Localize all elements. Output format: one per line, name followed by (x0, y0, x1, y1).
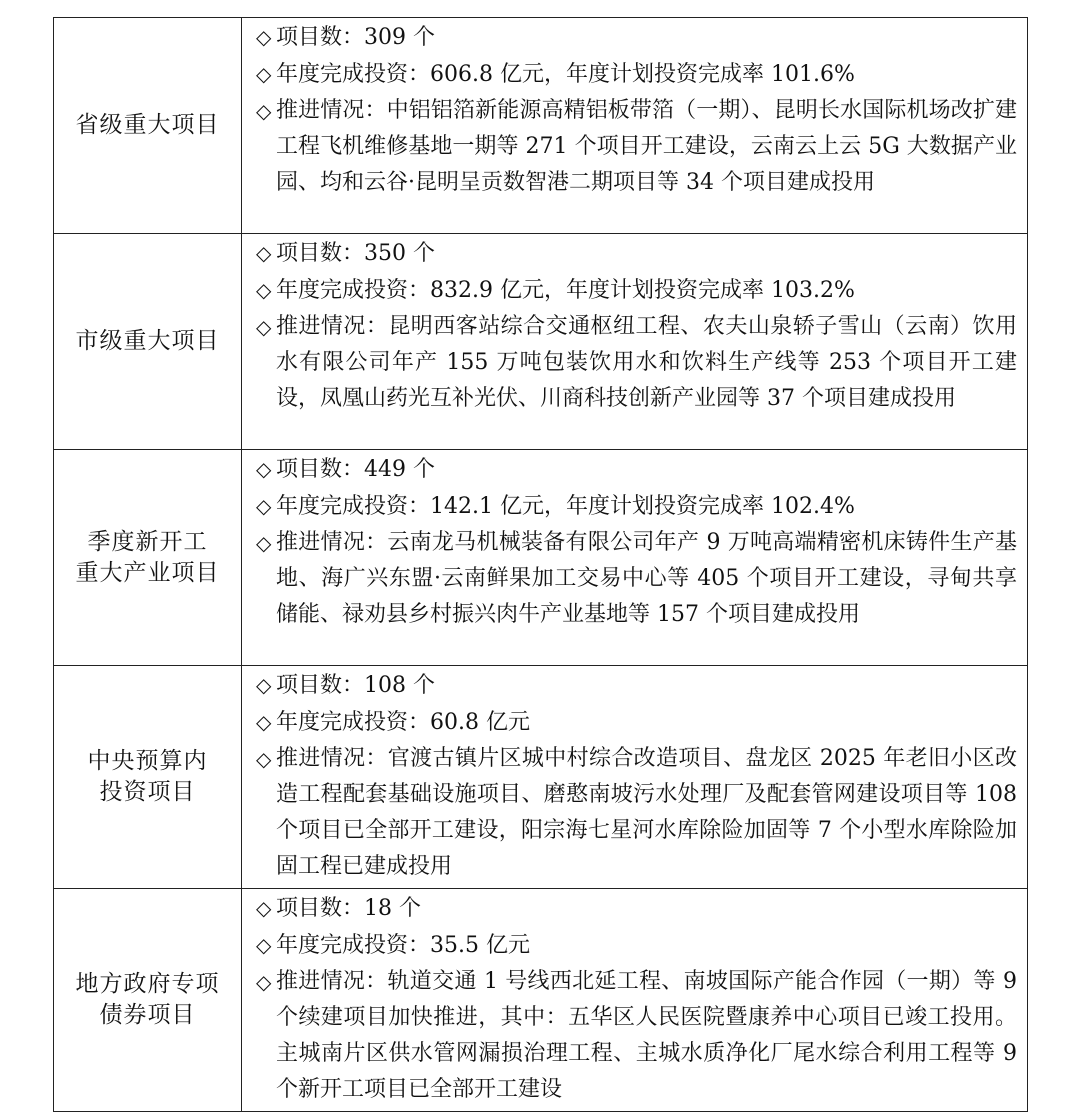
row-content-cell (242, 666, 1028, 889)
diamond-bullet-icon: ◇ (256, 970, 272, 994)
row-label-line1: 中央预算内 (87, 748, 208, 774)
diamond-bullet-icon: ◇ (256, 531, 272, 555)
progress-line: ◇ 推进情况：轨道交通 1 号线西北延工程、南坡国际产能合作园（一期）等 9 个续建项目加快推进，其中：五华区人民医院暨康养中心项目已竣工投用。主城南片区供水管网漏损治理工程、主城水质净化厂尾水综合利用工程等 9 个新开工项目已全部开工建设 (256, 964, 1017, 1108)
diamond-bullet-icon: ◇ (256, 747, 272, 771)
row-label-line2: 投资项目 (99, 779, 196, 805)
investment-line: ◇ 年度完成投资：606.8 亿元，年度计划投资完成率 101.6% (256, 56, 1017, 93)
diamond-bullet-icon: ◇ (256, 896, 272, 920)
table-row (54, 18, 1028, 234)
table-row (54, 666, 1028, 889)
diamond-bullet-icon: ◇ (256, 62, 272, 86)
investment-line: ◇ 年度完成投资：60.8 亿元 (256, 704, 1017, 741)
row-content-cell (242, 889, 1028, 1112)
count-line: ◇ 项目数：108 个 (256, 667, 1017, 704)
row-label-line2: 债券项目 (99, 1002, 196, 1028)
count-line: ◇ 项目数：449 个 (256, 451, 1017, 488)
row-label-cell (54, 666, 242, 889)
progress-line: ◇ 推进情况：昆明西客站综合交通枢纽工程、农夫山泉轿子雪山（云南）饮用水有限公司年产 155 万吨包装饮用水和饮料生产线等 253 个项目开工建设，凤凰山药光互补光伏、川商科技创新产业园等 37 个项目建成投用 (256, 309, 1017, 417)
diamond-bullet-icon: ◇ (256, 315, 272, 339)
progress-line: ◇ 推进情况：官渡古镇片区城中村综合改造项目、盘龙区 2025 年老旧小区改造工程配套基础设施项目、磨憨南坡污水处理厂及配套管网建设项目等 108 个项目已全部开工建设，阳宗海七星河水库除险加固等 7 个小型水库除险加固工程已建成投用 (256, 741, 1017, 885)
row-label-cell (54, 18, 242, 234)
row-content-cell (242, 450, 1028, 666)
diamond-bullet-icon: ◇ (256, 99, 272, 123)
row-label-line1: 季度新开工 (87, 528, 208, 555)
diamond-bullet-icon: ◇ (256, 241, 272, 265)
investment-line: ◇ 年度完成投资：142.1 亿元，年度计划投资完成率 102.4% (256, 488, 1017, 525)
table-row (54, 450, 1028, 666)
row-label-line2: 重大产业项目 (75, 559, 220, 586)
diamond-bullet-icon: ◇ (256, 25, 272, 49)
investment-line: ◇ 年度完成投资：35.5 亿元 (256, 927, 1017, 964)
row-label: 省级重大项目 (75, 112, 220, 138)
diamond-bullet-icon: ◇ (256, 494, 272, 518)
count-line: ◇ 项目数：309 个 (256, 19, 1017, 56)
progress-line: ◇ 推进情况：中铝铝箔新能源高精铝板带箔（一期）、昆明长水国际机场改扩建工程飞机维修基地一期等 271 个项目开工建设，云南云上云 5G 大数据产业园、均和云谷·昆明呈贡数智港二期项目等 34 个项目建成投用 (256, 93, 1017, 201)
row-content-cell (242, 18, 1028, 234)
diamond-bullet-icon: ◇ (256, 457, 272, 481)
count-line: ◇ 项目数：18 个 (256, 890, 1017, 927)
investment-line: ◇ 年度完成投资：832.9 亿元，年度计划投资完成率 103.2% (256, 272, 1017, 309)
diamond-bullet-icon: ◇ (256, 710, 272, 734)
table-row (54, 234, 1028, 450)
diamond-bullet-icon: ◇ (256, 673, 272, 697)
count-line: ◇ 项目数：350 个 (256, 235, 1017, 272)
diamond-bullet-icon: ◇ (256, 278, 272, 302)
row-label: 市级重大项目 (75, 328, 220, 354)
row-label-line1: 地方政府专项 (75, 971, 220, 997)
row-label-cell (54, 889, 242, 1112)
table-row (54, 889, 1028, 1112)
row-label-cell (54, 450, 242, 666)
diamond-bullet-icon: ◇ (256, 933, 272, 957)
project-table (53, 17, 1028, 1112)
row-content-cell (242, 234, 1028, 450)
progress-line: ◇ 推进情况：云南龙马机械装备有限公司年产 9 万吨高端精密机床铸件生产基地、海广兴东盟·云南鲜果加工交易中心等 405 个项目开工建设，寻甸共享储能、禄劝县乡村振兴肉牛产业基地等 157 个项目建成投用 (256, 525, 1017, 633)
row-label-cell (54, 234, 242, 450)
